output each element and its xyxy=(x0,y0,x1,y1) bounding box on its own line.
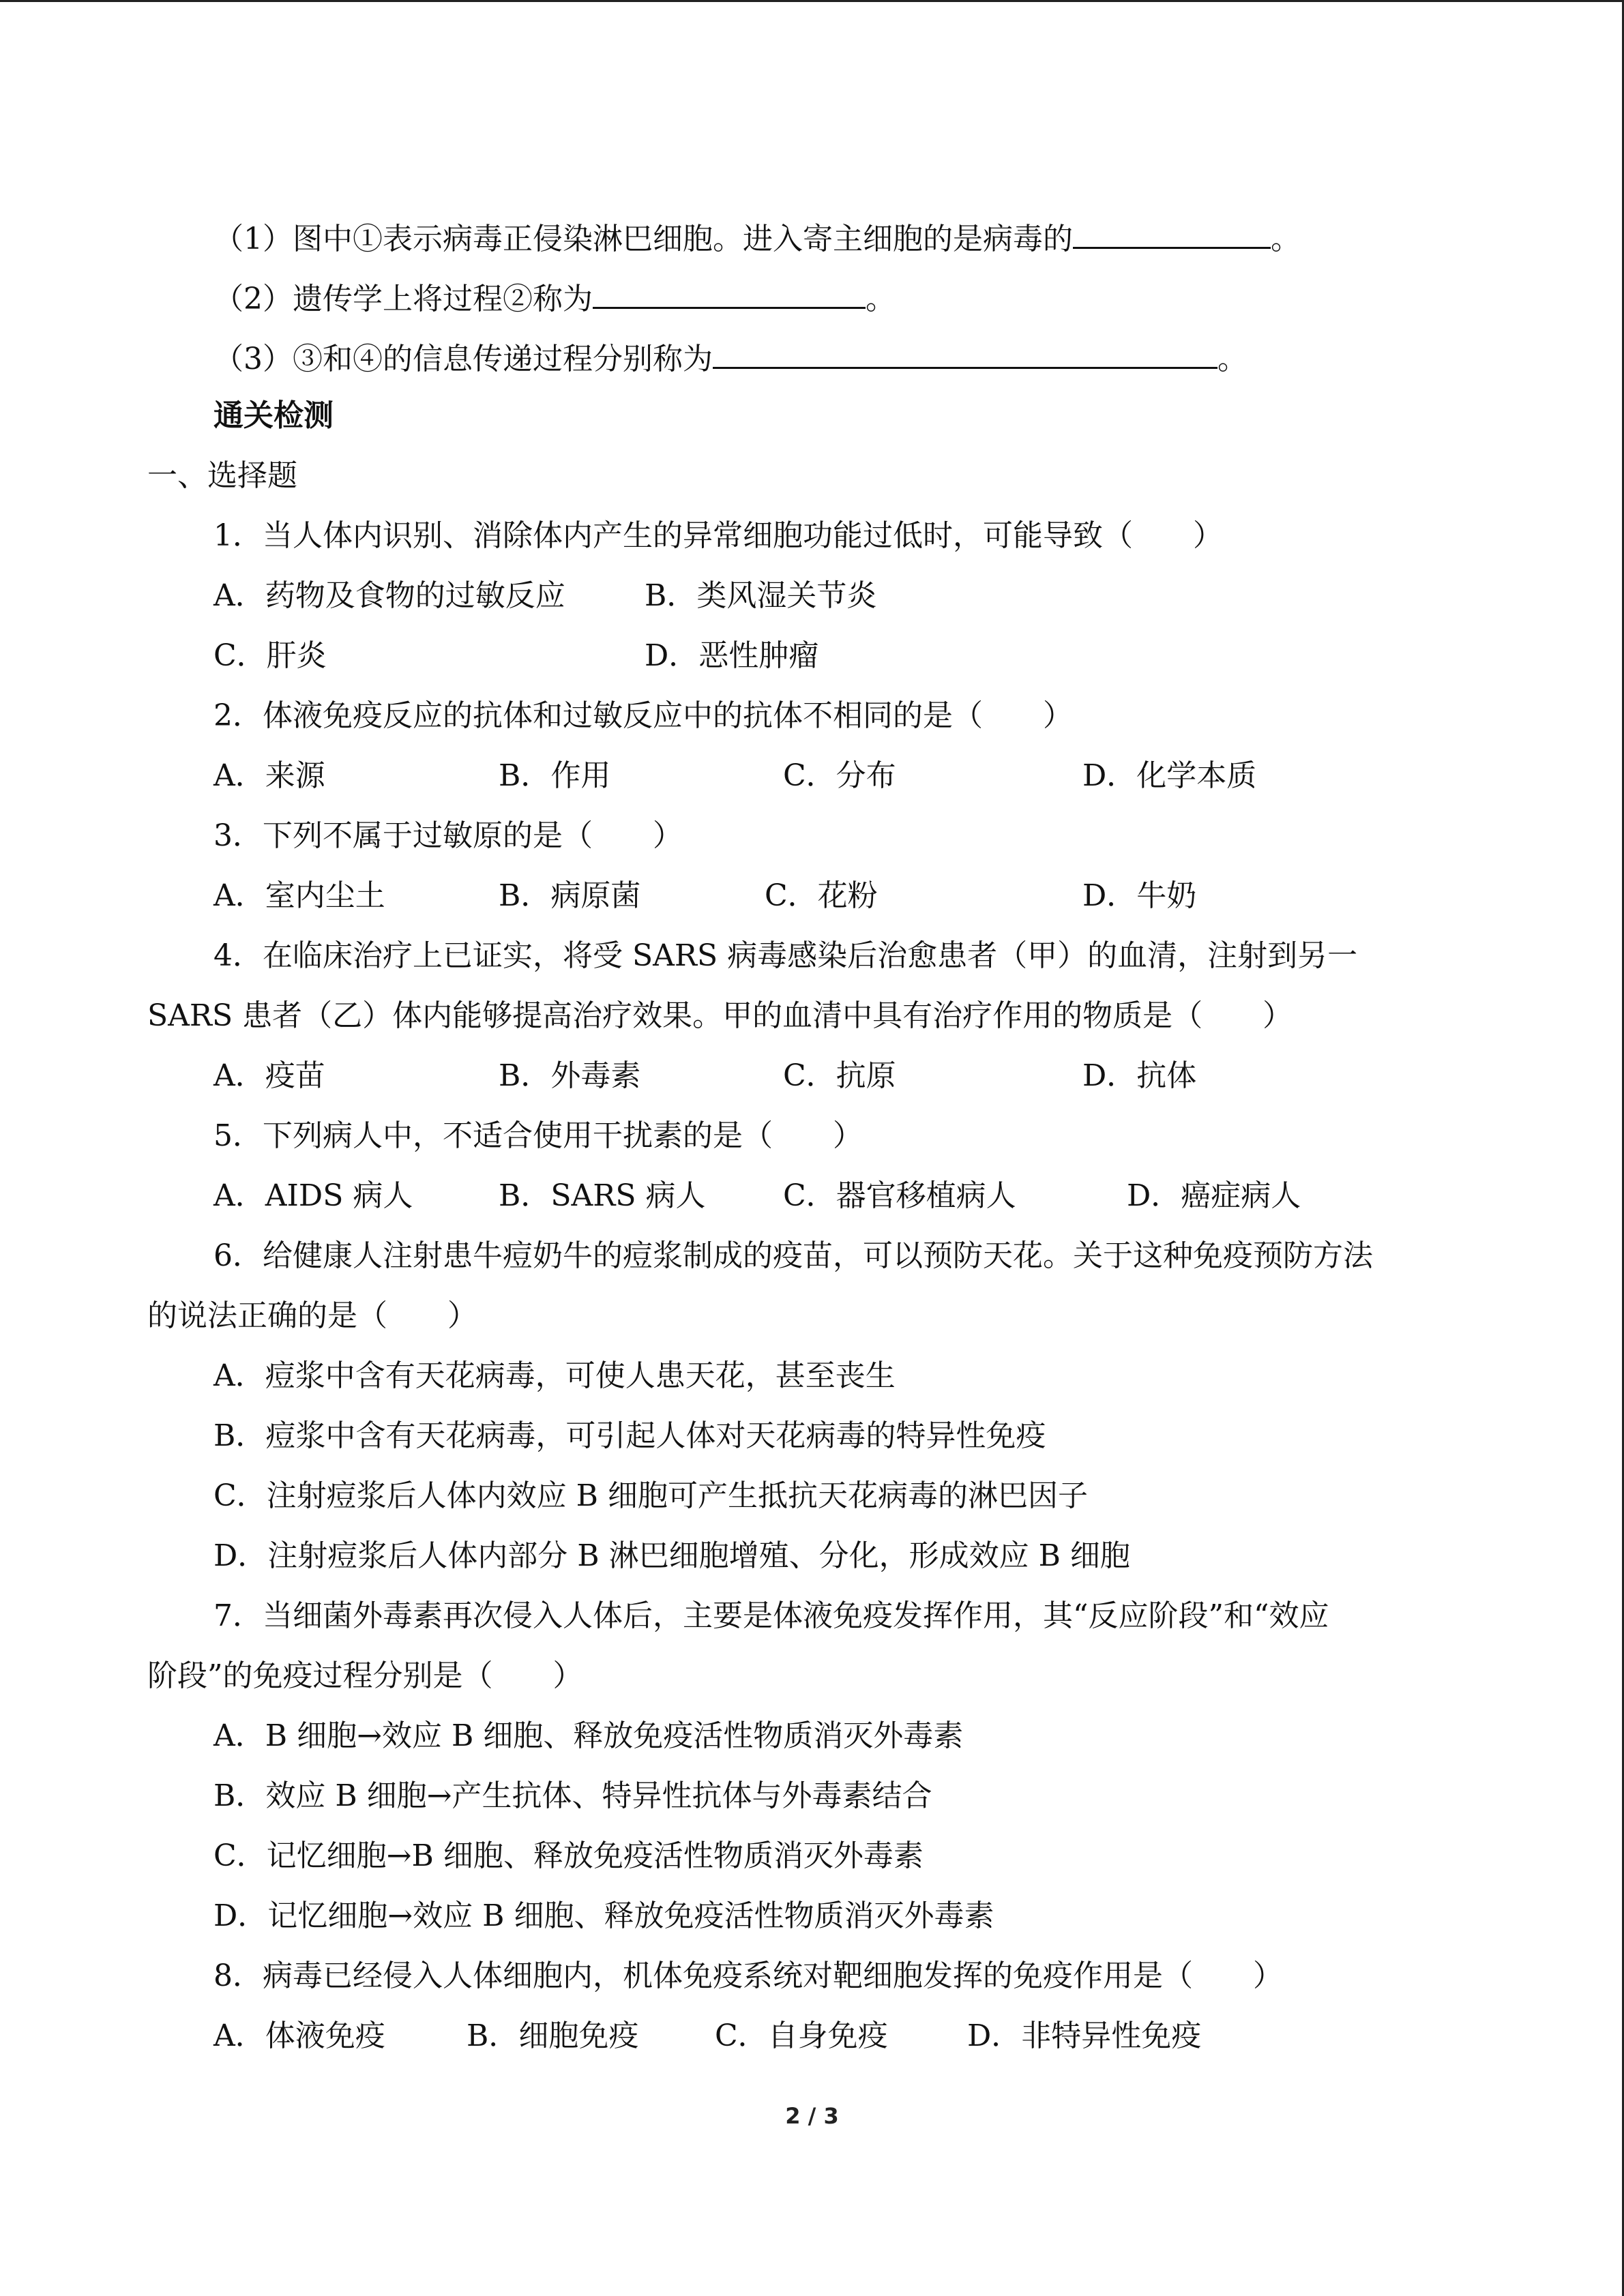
question-6-stem-line-1: 6．给健康人注射患牛痘奶牛的痘浆制成的疫苗，可以预防天花。关于这种免疫预防方法 xyxy=(213,1238,1373,1273)
q7-option-d[interactable]: D．记忆细胞→效应 B 细胞、释放免疫活性物质消灭外毒素 xyxy=(213,1898,994,1933)
q1-option-b[interactable]: B．类风湿关节炎 xyxy=(645,578,877,613)
section-subtitle: 一、选择题 xyxy=(147,458,297,493)
q6-option-d[interactable]: D．注射痘浆后人体内部分 B 淋巴细胞增殖、分化，形成效应 B 细胞 xyxy=(213,1538,1130,1573)
q5-option-d[interactable]: D．癌症病人 xyxy=(1127,1178,1301,1213)
q1-option-d[interactable]: D．恶性肿瘤 xyxy=(645,638,819,673)
question-6-stem-line-2: 的说法正确的是（ ） xyxy=(147,1298,477,1333)
question-8-stem: 8．病毒已经侵入人体细胞内，机体免疫系统对靶细胞发挥的免疫作用是（ ） xyxy=(213,1958,1283,1993)
q2-option-b[interactable]: B．作用 xyxy=(499,758,611,793)
q3-option-a[interactable]: A．室内尘土 xyxy=(213,878,385,913)
section-title: 通关检测 xyxy=(213,398,334,433)
q1-option-c[interactable]: C．肝炎 xyxy=(213,638,327,673)
q2-option-a[interactable]: A．来源 xyxy=(213,758,325,793)
question-4-stem-line-1: 4．在临床治疗上已证实，将受 SARS 病毒感染后治愈患者（甲）的血清，注射到另一 xyxy=(213,938,1358,973)
question-7-stem-line-1: 7．当细菌外毒素再次侵入人体后，主要是体液免疫发挥作用，其“反应阶段”和“效应 xyxy=(213,1598,1329,1633)
question-4-stem-line-2: SARS 患者（乙）体内能够提高治疗效果。甲的血清中具有治疗作用的物质是（ ） xyxy=(147,998,1293,1033)
fill-in-2-text: （2）遗传学上将过程②称为 xyxy=(213,282,593,316)
q8-option-b[interactable]: B．细胞免疫 xyxy=(467,2018,639,2053)
question-1-stem: 1．当人体内识别、消除体内产生的异常细胞功能过低时，可能导致（ ） xyxy=(213,518,1223,553)
fill-in-1-text: （1）图中①表示病毒正侵染淋巴细胞。进入寄主细胞的是病毒的 xyxy=(213,222,1073,256)
q5-option-c[interactable]: C．器官移植病人 xyxy=(783,1178,1016,1213)
q6-option-b[interactable]: B．痘浆中含有天花病毒，可引起人体对天花病毒的特异性免疫 xyxy=(213,1418,1046,1453)
page-number: 2 / 3 xyxy=(785,2103,839,2129)
answer-blank-2[interactable] xyxy=(593,277,866,309)
answer-blank-1[interactable] xyxy=(1073,217,1271,249)
answer-blank-3[interactable] xyxy=(713,337,1217,369)
q4-option-c[interactable]: C．抗原 xyxy=(783,1058,896,1093)
q1-option-a[interactable]: A．药物及食物的过敏反应 xyxy=(213,578,565,613)
question-5-stem: 5．下列病人中，不适合使用干扰素的是（ ） xyxy=(213,1118,863,1153)
fill-in-question-1: （1）图中①表示病毒正侵染淋巴细胞。进入寄主细胞的是病毒的 。 xyxy=(213,217,1301,258)
q4-option-d[interactable]: D．抗体 xyxy=(1082,1058,1197,1093)
question-3-stem: 3．下列不属于过敏原的是（ ） xyxy=(213,818,683,853)
fill-in-question-3: （3）③和④的信息传递过程分别称为 。 xyxy=(213,337,1247,378)
question-7-stem-line-2: 阶段”的免疫过程分别是（ ） xyxy=(147,1658,583,1693)
fill-in-3-text: （3）③和④的信息传递过程分别称为 xyxy=(213,342,713,376)
q2-option-c[interactable]: C．分布 xyxy=(783,758,896,793)
q3-option-c[interactable]: C．花粉 xyxy=(765,878,878,913)
page-border-top xyxy=(0,0,1624,2)
q5-option-a[interactable]: A．AIDS 病人 xyxy=(213,1178,413,1213)
q4-option-b[interactable]: B．外毒素 xyxy=(499,1058,641,1093)
fill-in-question-2: （2）遗传学上将过程②称为 。 xyxy=(213,277,896,318)
q6-option-a[interactable]: A．痘浆中含有天花病毒，可使人患天花，甚至丧生 xyxy=(213,1358,896,1393)
q5-option-b[interactable]: B．SARS 病人 xyxy=(499,1178,706,1213)
question-2-stem: 2．体液免疫反应的抗体和过敏反应中的抗体不相同的是（ ） xyxy=(213,698,1073,733)
q3-option-b[interactable]: B．病原菌 xyxy=(499,878,641,913)
q7-option-c[interactable]: C．记忆细胞→B 细胞、释放免疫活性物质消灭外毒素 xyxy=(213,1838,924,1873)
q3-option-d[interactable]: D．牛奶 xyxy=(1082,878,1197,913)
q7-option-b[interactable]: B．效应 B 细胞→产生抗体、特异性抗体与外毒素结合 xyxy=(213,1778,932,1813)
q7-option-a[interactable]: A．B 细胞→效应 B 细胞、释放免疫活性物质消灭外毒素 xyxy=(213,1718,964,1753)
q6-option-c[interactable]: C．注射痘浆后人体内效应 B 细胞可产生抵抗天花病毒的淋巴因子 xyxy=(213,1478,1088,1513)
q8-option-a[interactable]: A．体液免疫 xyxy=(213,2018,385,2053)
q2-option-d[interactable]: D．化学本质 xyxy=(1082,758,1257,793)
q8-option-d[interactable]: D．非特异性免疫 xyxy=(967,2018,1202,2053)
q4-option-a[interactable]: A．疫苗 xyxy=(213,1058,325,1093)
q8-option-c[interactable]: C．自身免疫 xyxy=(715,2018,888,2053)
